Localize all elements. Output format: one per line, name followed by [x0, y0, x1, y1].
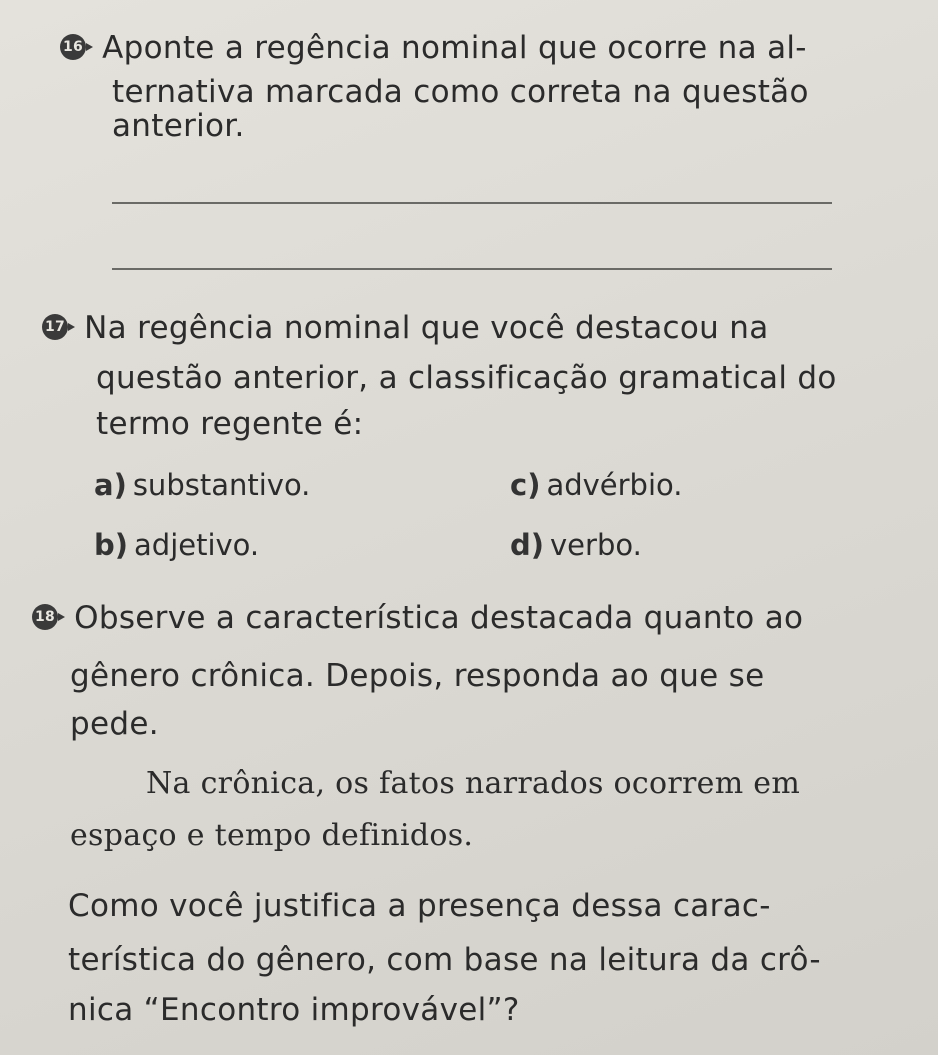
q16-text-3: anterior.	[112, 108, 245, 144]
q18-text-1: Observe a característica destacada quanto ao	[74, 600, 804, 636]
q16-line-1	[60, 30, 807, 66]
q17-text-1: Na regência nominal que você destacou na	[84, 310, 769, 346]
q18-text-2: gênero crônica. Depois, responda ao que se	[70, 658, 765, 694]
q18-quote-1: Na crônica, os fatos narrados ocorrem em	[146, 766, 801, 801]
q17-option-a[interactable]	[94, 468, 310, 502]
option-letter: a)	[94, 468, 127, 502]
q17-number-badge: 17	[42, 314, 68, 340]
q18-line-1	[32, 600, 803, 636]
q18-quote-2: espaço e tempo definidos.	[70, 818, 474, 853]
answer-line-2[interactable]	[112, 268, 832, 270]
option-text: verbo.	[550, 528, 642, 562]
q16-number-badge: 16	[60, 34, 86, 60]
option-text: substantivo.	[132, 468, 311, 502]
q17-option-d[interactable]	[510, 528, 642, 562]
q16-text-1: Aponte a regência nominal que ocorre na al-	[102, 30, 807, 66]
q18-question-1: Como você justifica a presença dessa carac-	[68, 888, 771, 924]
option-letter: c)	[510, 468, 541, 502]
q17-option-c[interactable]	[510, 468, 682, 502]
q17-line-1	[42, 310, 769, 346]
option-text: adjetivo.	[134, 528, 260, 562]
q18-text-3: pede.	[70, 706, 159, 742]
option-text: advérbio.	[546, 468, 683, 502]
q17-option-b[interactable]	[94, 528, 259, 562]
q17-text-3: termo regente é:	[96, 406, 364, 442]
q18-question-2: terística do gênero, com base na leitura da crô-	[68, 942, 821, 978]
q18-question-3: nica “Encontro improvável”?	[68, 992, 520, 1028]
option-letter: d)	[510, 528, 545, 562]
q16-text-2: ternativa marcada como correta na questão	[112, 74, 809, 110]
option-letter: b)	[94, 528, 129, 562]
q17-text-2: questão anterior, a classificação gramatical do	[96, 360, 837, 396]
answer-line-1[interactable]	[112, 202, 832, 204]
q18-number-badge: 18	[32, 604, 58, 630]
